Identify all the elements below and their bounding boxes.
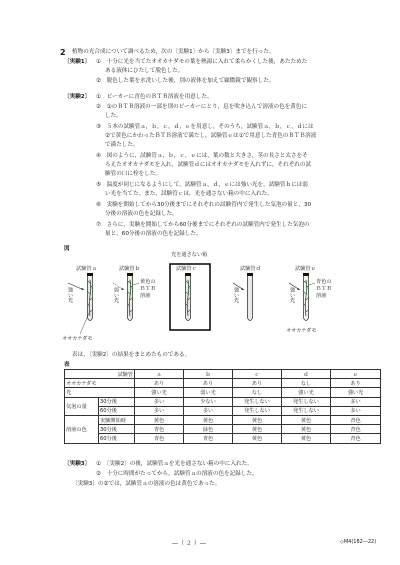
question-intro: 植物の光合成について調べるため，次の〔実験1〕から〔実験3〕までを行った。: [72, 49, 275, 55]
exp2-step4-cont2: 験管の口に栓をした。: [105, 171, 161, 177]
table-row: [65, 434, 381, 443]
table-caption: 表は，〔実験2〕の結果をまとめたものである。: [72, 352, 191, 358]
table-row: [65, 406, 381, 415]
dark-box-label: 光を通さない箱: [171, 252, 208, 258]
tube-b-label: 試験管ｂ: [119, 266, 140, 272]
header-tube-cell: [65, 370, 135, 379]
cell: 多い: [135, 406, 184, 415]
cell: 黄色: [233, 425, 282, 434]
row-light-label: 光: [65, 388, 135, 397]
cell: 多い: [331, 397, 381, 406]
exp2-step6: ⑥ 実験を開始してから30分後までにそれぞれの試験管内で発生した気泡の量と，30: [96, 202, 312, 208]
exp2-step7: ⑦ さらに，実験を開始してから60分後までにそれぞれの試験管内で発生した気泡の: [96, 222, 310, 228]
header-tube-label: 試験管: [117, 371, 134, 378]
col-c: ｃ: [233, 370, 282, 379]
time-cell: 60分後: [99, 406, 135, 415]
row-plant-label: オオカナダモ: [65, 379, 135, 388]
table-row: [65, 379, 381, 388]
exp3-result: 〔実験3〕の②では，試験管ａの溶液の色は黄色であった。: [72, 481, 221, 487]
cell: 黄色: [233, 415, 282, 424]
time-cell: 実験開始時: [99, 415, 135, 424]
cell: 黄色: [135, 415, 184, 424]
cell: 青色: [331, 434, 381, 443]
blue-btb-label-1: 青色の: [316, 279, 332, 285]
strong-light-label-e: 強い光: [289, 287, 295, 303]
tube-d-label: 試験管ｄ: [240, 266, 261, 272]
time-cell: 60分後: [99, 434, 135, 443]
cell: 黄色: [282, 415, 331, 424]
plant-label-e: オオカナダモ: [286, 328, 317, 334]
cell: 青色: [331, 415, 381, 424]
exp1-step1-cont: ある液体にひたして脱色した。: [105, 68, 184, 74]
cell: 強い光: [282, 388, 331, 397]
yellow-btb-label-1: 黄色の: [140, 279, 156, 285]
cell: あり: [331, 379, 381, 388]
time-cell: 30分後: [99, 397, 135, 406]
cell: 青色: [331, 425, 381, 434]
cell: 黄色: [282, 434, 331, 443]
table-row: [65, 415, 381, 424]
strong-light-label-a: 強い光: [67, 287, 73, 303]
tube-a-drawing: [68, 273, 93, 334]
cell: 青色: [184, 434, 233, 443]
cell: 発生しない: [282, 406, 331, 415]
exp2-step4: ④ 図のように，試験管ａ，ｂ，ｃ，ｅには，葉の数と大きさ，茎の長さと太さをそ: [96, 153, 308, 159]
exp3-step1: ① 〔実験2〕の後，試験管ａを光を通さない箱の中に入れた。: [96, 461, 253, 467]
cell: 青色: [135, 425, 184, 434]
exp2-step7-cont: 量と，60分後の溶液の色を記録した。: [105, 231, 202, 237]
exp3-label: 〔実験3〕: [64, 461, 91, 467]
plant-label-a: オオカナダモ: [62, 336, 93, 342]
row-color-label: 溶液の色: [65, 415, 99, 443]
exp2-step5: ⑤ 温度が同じになるようにして，試験管ａ，ｄ，ｅには強い光を，試験管ｂには弱: [96, 182, 308, 188]
table-row: [65, 425, 381, 434]
table-title: 表: [64, 362, 70, 368]
cell: 弱い光: [184, 388, 233, 397]
cell: あり: [233, 379, 282, 388]
cell: 黄色: [184, 415, 233, 424]
col-d: ｄ: [282, 370, 331, 379]
exp2-step3-cont2: で満たした。: [105, 142, 139, 148]
strong-light-label-d: 強い光: [233, 287, 239, 303]
blue-btb-label-3: 溶液: [316, 293, 327, 299]
exp2-step1: ① ビーカーに青色のＢＴＢ溶液を用意した。: [96, 94, 213, 100]
table-row: [65, 397, 381, 406]
cell: あり: [135, 379, 184, 388]
cell: 強い光: [135, 388, 184, 397]
cell: 多い: [331, 406, 381, 415]
question-number: 2: [60, 48, 66, 57]
yellow-btb-label-3: 溶液: [140, 293, 151, 299]
cell: あり: [184, 379, 233, 388]
exp2-step3: ③ ５本の試験管ａ，ｂ，ｃ，ｄ，ｅを用意し，そのうち，試験管ａ，ｂ，ｃ，ｄには: [96, 124, 314, 130]
tube-c-label: 試験管ｃ: [176, 266, 197, 272]
exp2-step2-cont: した。: [105, 113, 122, 119]
cell: 青色: [135, 434, 184, 443]
exp1-step2: ② 脱色した葉を水洗いした後，別の液体を加えて顕微鏡で観察した。: [96, 78, 275, 84]
tube-e-label: 試験管ｅ: [295, 266, 316, 272]
exp1-label: 〔実験1〕: [64, 59, 91, 65]
cell: 緑色: [184, 425, 233, 434]
results-table: [64, 369, 381, 444]
exp2-step6-cont: 分後の溶液の色を記録した。: [105, 211, 178, 217]
weak-light-label-b: 弱い光: [113, 287, 119, 303]
exp2-step4-cont: ろえたオオカナダモを入れ，試験管ｄにはオオカナダモを入れずに，それぞれの試: [105, 162, 312, 168]
exp2-step3-cont: ②で黄色にかわったＢＴＢ溶液で満たし，試験管ｅは①で用意した青色のＢＴＢ溶液: [105, 133, 317, 139]
table-row: [65, 388, 381, 397]
time-cell: 30分後: [99, 425, 135, 434]
col-b: ｂ: [184, 370, 233, 379]
cell: なし: [282, 379, 331, 388]
dark-box-drawing: [170, 264, 210, 330]
col-a: ａ: [135, 370, 184, 379]
cell: 多い: [135, 397, 184, 406]
exp2-step5-cont: い光を当てた。また，試験管ｃは，光を通さない箱の中に入れた。: [105, 191, 273, 197]
tube-a-label: 試験管ａ: [76, 266, 97, 272]
col-e: ｅ: [331, 370, 381, 379]
exp2-label: 〔実験2〕: [64, 94, 91, 100]
cell: 少ない: [184, 397, 233, 406]
yellow-btb-label-2: ＢＴＢ: [140, 286, 156, 292]
cell: なし: [233, 388, 282, 397]
cell: 多い: [184, 406, 233, 415]
cell: 強い光: [331, 388, 381, 397]
cell: 発生しない: [282, 397, 331, 406]
table-header-row: [65, 370, 381, 379]
figure-title: 図: [64, 246, 70, 252]
blue-btb-label-2: ＢＴＢ: [316, 286, 332, 292]
exp2-step2: ② ①のＢＴＢ溶液の一部を別のビーカーにとり，息を吹き込んで溶液の色を黄色に: [96, 104, 308, 110]
exp3-step2: ② 十分に時間がたってから，試験管ａの溶液の色を記録した。: [96, 471, 258, 477]
cell: 黄色: [282, 425, 331, 434]
exp1-step1: ① 十分に光を当てたオオカナダモの葉を熱湯に入れて柔らかくした後，あたためた: [96, 59, 308, 65]
page-number: ―（ ２ ）―: [172, 540, 206, 547]
cell: 発生しない: [233, 406, 282, 415]
exam-code: ◇M4(182―22): [340, 539, 377, 545]
cell: 黄色: [233, 434, 282, 443]
cell: 発生しない: [233, 397, 282, 406]
row-bubbles-label: 気泡の量: [65, 397, 99, 415]
